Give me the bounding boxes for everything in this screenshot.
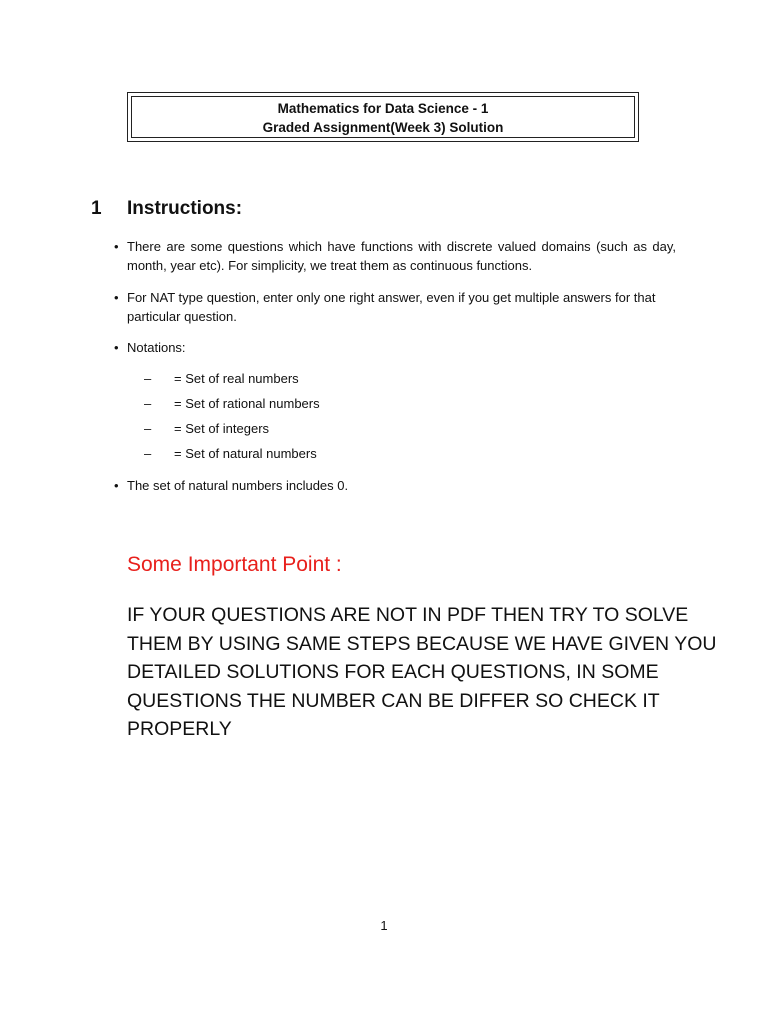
bullet-icon: •: [114, 290, 119, 305]
course-title: Mathematics for Data Science - 1: [277, 101, 489, 116]
important-heading: Some Important Point :: [127, 553, 342, 576]
bullet-item-natural-zero: [114, 476, 676, 495]
notation-text: = Set of integers: [174, 421, 270, 436]
section-heading: [91, 198, 242, 220]
dash-icon: –: [144, 421, 152, 436]
important-note: IF YOUR QUESTIONS ARE NOT IN PDF THEN TRY TO SOLVE THEM BY USING SAME STEPS BECAUSE WE HAVE GIVEN YOU DETAILED SOLUTIONS FOR EACH QUESTIONS, IN SOME QUESTIONS THE NUMBER CAN BE DIFFER SO CHECK IT PROPERLY: [127, 604, 717, 740]
dash-icon: –: [144, 371, 152, 386]
bullet-icon: •: [114, 478, 119, 493]
document-title-inner: [131, 96, 635, 138]
bullet-item-discrete-domains: [114, 237, 676, 275]
notation-text: = Set of rational numbers: [174, 396, 320, 411]
dash-icon: –: [144, 396, 152, 411]
section-title: Instructions:: [127, 198, 243, 219]
dash-icon: –: [144, 446, 152, 461]
bullet-icon: •: [114, 340, 119, 355]
notation-item-natural: [144, 444, 317, 463]
bullet-item-nat-questions: [114, 288, 676, 326]
notation-item-rational: [144, 394, 320, 413]
bullet-item-notations: [114, 338, 676, 357]
notation-item-integers: [144, 419, 269, 438]
bullet-text: Notations:: [127, 340, 186, 355]
bullet-text: There are some questions which have functions with discrete valued domains (such as day, month, year etc). For simplicity, we treat them as continuous functions.: [127, 239, 676, 273]
document-title-box: [127, 92, 639, 142]
bullet-text: The set of natural numbers includes 0.: [127, 478, 349, 493]
notation-item-real: [144, 369, 299, 388]
notation-text: = Set of natural numbers: [174, 446, 317, 461]
page-number: 1: [380, 918, 388, 933]
bullet-text: For NAT type question, enter only one right answer, even if you get multiple answers for that particular question.: [127, 290, 656, 324]
bullet-icon: •: [114, 239, 119, 254]
section-number: 1: [91, 198, 102, 219]
assignment-title: Graded Assignment(Week 3) Solution: [262, 120, 504, 135]
notation-text: = Set of real numbers: [174, 371, 299, 386]
